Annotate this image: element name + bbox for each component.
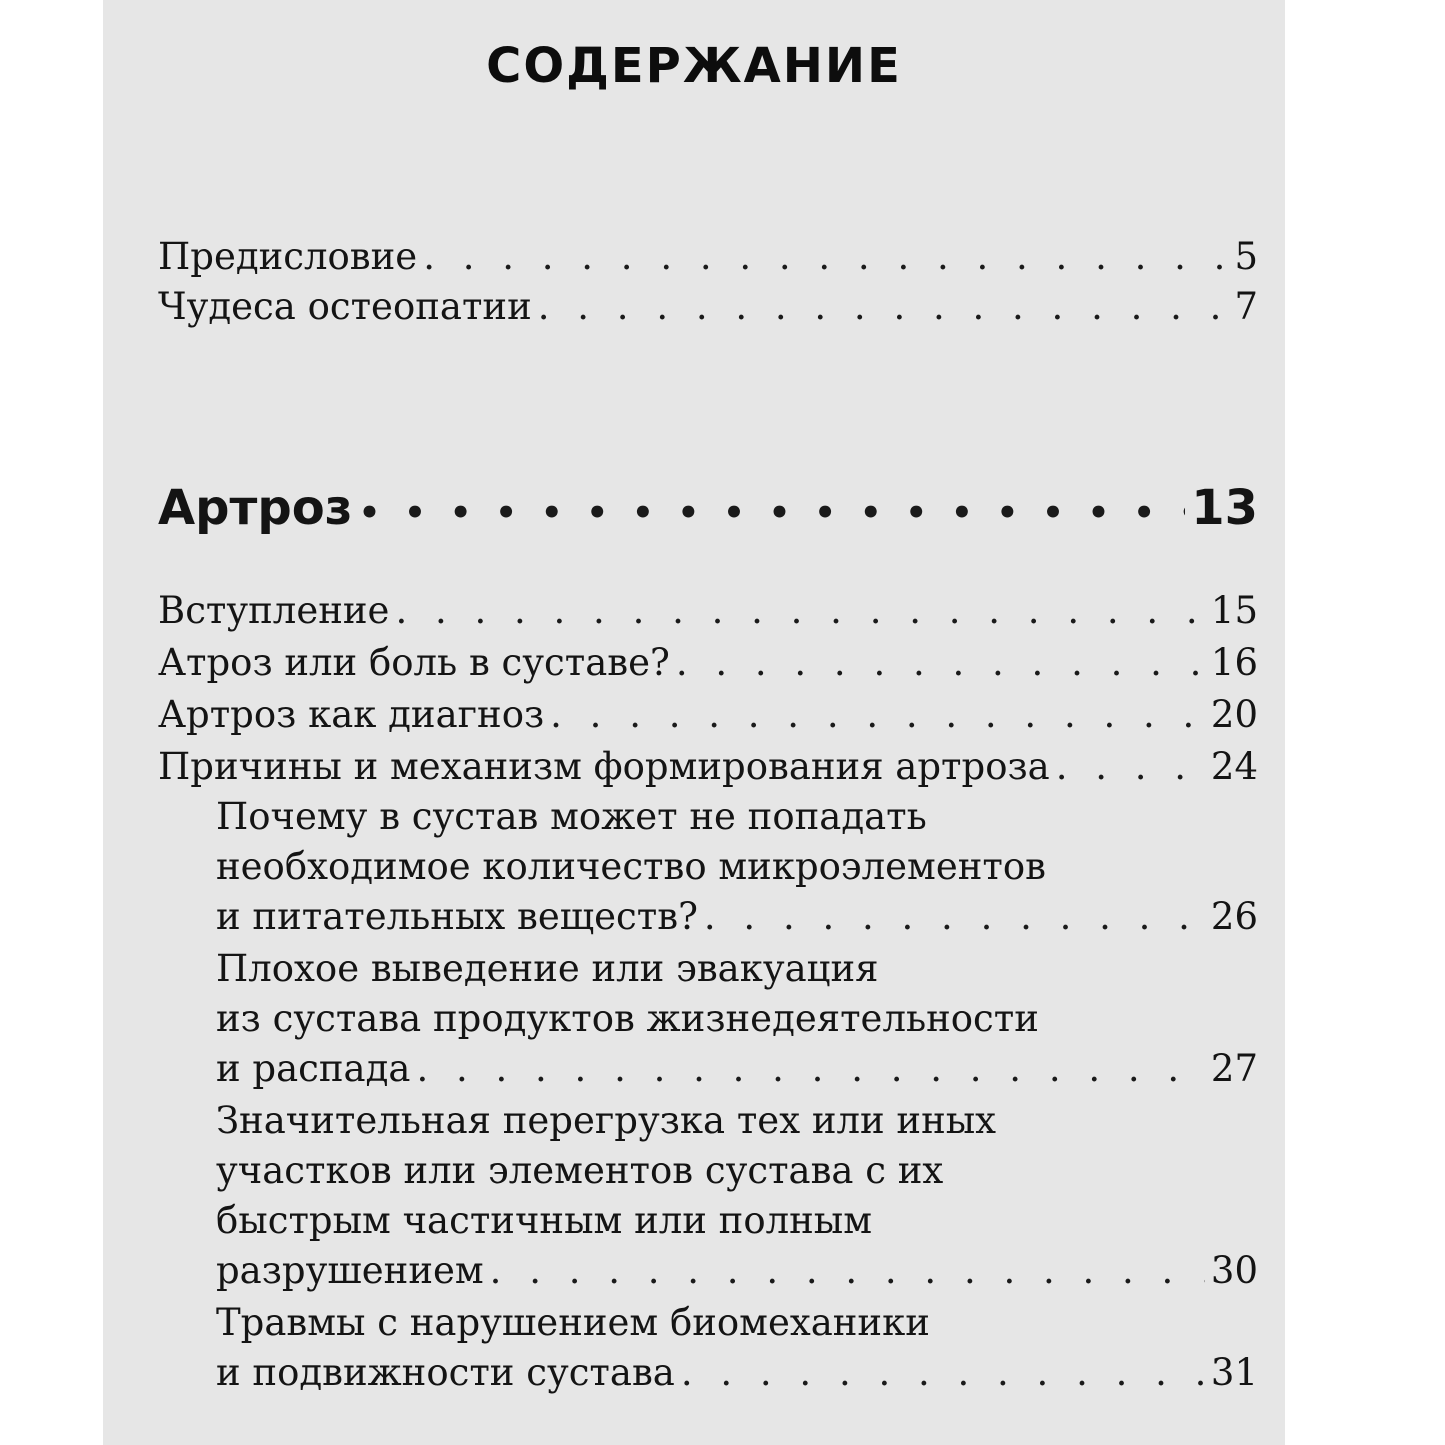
- toc-entry-title: Атроз или боль в суставе?: [158, 641, 670, 684]
- dot-leader: [681, 1348, 1205, 1398]
- toc-entry-page: 7: [1234, 285, 1258, 328]
- toc-entry-page: 30: [1210, 1249, 1258, 1292]
- toc-entry-page: 24: [1210, 745, 1258, 788]
- toc-item-line: Почему в сустав может не попадать: [216, 795, 927, 838]
- toc-entry-page: 16: [1210, 641, 1258, 684]
- toc-entry-page: 15: [1210, 589, 1258, 632]
- toc-entry-causes[interactable]: [158, 742, 1258, 792]
- dot-leader: [359, 483, 1186, 543]
- toc-item-overload[interactable]: [216, 1246, 1258, 1296]
- toc-item-line: Плохое выведение или эвакуация: [216, 947, 879, 990]
- toc-entry-title: Чудеса остеопатии: [158, 285, 532, 328]
- dot-leader: [676, 638, 1205, 688]
- toc-item-line: из сустава продуктов жизнедеятельности: [216, 997, 1039, 1040]
- toc-entry-diagnosis[interactable]: [158, 690, 1258, 740]
- dot-leader: [538, 282, 1229, 332]
- toc-entry-title: и распада: [216, 1047, 411, 1090]
- toc-item-trauma[interactable]: [216, 1348, 1258, 1398]
- dot-leader: [416, 1044, 1204, 1094]
- toc-item-line: участков или элементов сустава с их: [216, 1149, 944, 1192]
- dot-leader: [550, 690, 1205, 740]
- page-title: СОДЕРЖАНИЕ: [486, 38, 902, 94]
- toc-section-page: 13: [1191, 480, 1258, 536]
- toc-section-arthrosis[interactable]: [158, 478, 1258, 538]
- toc-entry-page: 26: [1210, 895, 1258, 938]
- toc-entry-osteopathy[interactable]: [158, 282, 1258, 332]
- dot-leader: [704, 892, 1205, 942]
- toc-entry-title: и подвижности сустава: [216, 1351, 675, 1394]
- toc-entry-title: Вступление: [158, 589, 390, 632]
- toc-entry-title: разрушением: [216, 1249, 484, 1292]
- toc-entry-preface[interactable]: [158, 232, 1258, 282]
- toc-entry-page: 5: [1234, 235, 1258, 278]
- toc-item-line: Травмы с нарушением биомеханики: [216, 1301, 930, 1344]
- toc-entry-title: Артроз как диагноз: [158, 693, 545, 736]
- toc-entry-page: 27: [1210, 1047, 1258, 1090]
- dot-leader: [1056, 742, 1205, 792]
- dot-leader: [395, 586, 1204, 636]
- toc-item-evacuation[interactable]: [216, 1044, 1258, 1094]
- toc-item-line: быстрым частичным или полным: [216, 1199, 872, 1242]
- toc-entry-joint-pain[interactable]: [158, 638, 1258, 688]
- dot-leader: [423, 232, 1228, 282]
- toc-entry-page: 31: [1210, 1351, 1258, 1394]
- dot-leader: [490, 1246, 1205, 1296]
- toc-section-title: Артроз: [158, 480, 353, 536]
- toc-entry-page: 20: [1210, 693, 1258, 736]
- toc-entry-title: Причины и механизм формирования артроза: [158, 745, 1050, 788]
- toc-entry-title: Предисловие: [158, 235, 418, 278]
- toc-item-line: Значительная перегрузка тех или иных: [216, 1099, 997, 1142]
- toc-item-line: необходимое количество микроэлементов: [216, 845, 1046, 888]
- toc-entry-title: и питательных веществ?: [216, 895, 698, 938]
- toc-entry-introduction[interactable]: [158, 586, 1258, 636]
- toc-item-nutrients[interactable]: [216, 892, 1258, 942]
